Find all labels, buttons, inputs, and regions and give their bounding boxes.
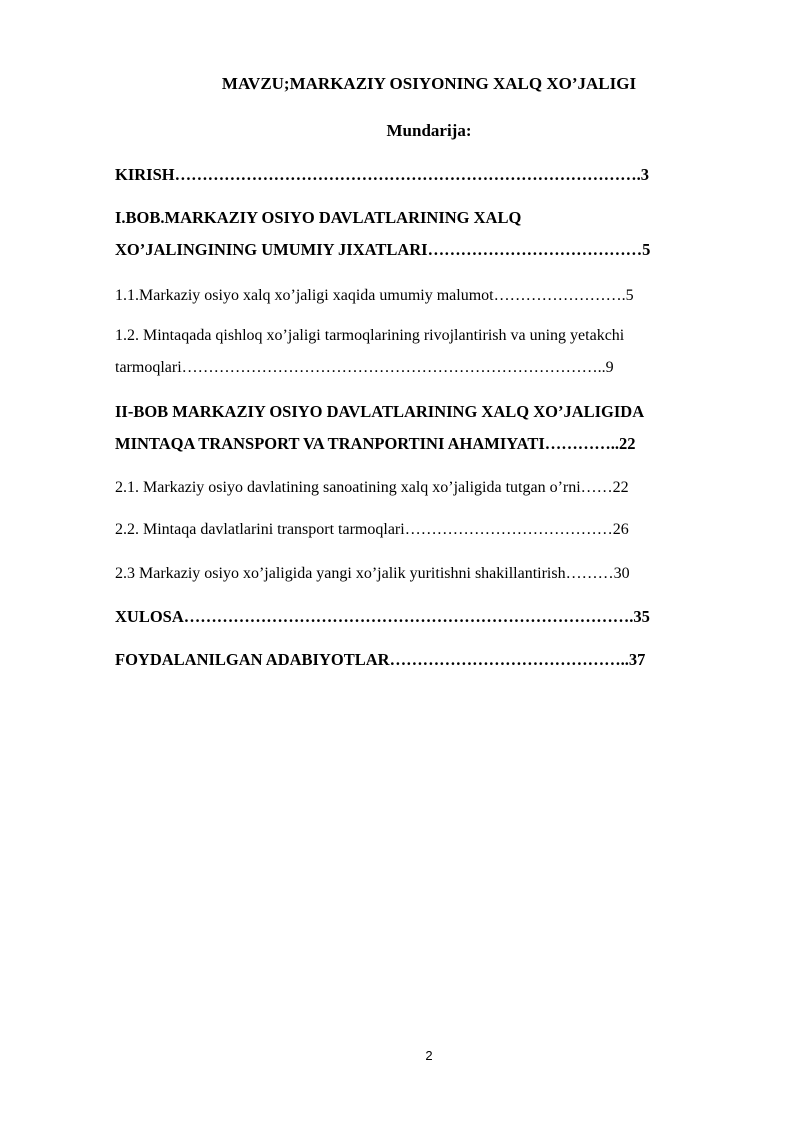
toc-entry-section-1-2-line1: 1.2. Mintaqada qishloq xo’jaligi tarmoqlarining rivojlantirish va uning yetakchi bbox=[115, 327, 625, 344]
toc-entry-references: FOYDALANILGAN ADABIYOTLAR……………………………………..37 bbox=[115, 650, 646, 669]
document-title: MAVZU;MARKAZIY OSIYONING XALQ XO’JALIGI bbox=[221, 74, 637, 93]
toc-entry-section-2-1: 2.1. Markaziy osiyo davlatining sanoatining xalq xo’jaligida tutgan o’rni……22 bbox=[115, 479, 629, 496]
toc-entry-section-1-1: 1.1.Markaziy osiyo xalq xo’jaligi xaqida umumiy malumot…………………….5 bbox=[115, 287, 634, 304]
toc-heading: Mundarija: bbox=[386, 121, 472, 140]
page-number: 2 bbox=[425, 1048, 433, 1063]
toc-entry-chapter2-line1: II-BOB MARKAZIY OSIYO DAVLATLARINING XALQ XO’JALIGIDA bbox=[115, 402, 645, 421]
toc-entry-section-2-3: 2.3 Markaziy osiyo xo’jaligida yangi xo’jalik yuritishni shakillantirish………30 bbox=[115, 565, 630, 582]
toc-entry-chapter1-line2: XO’JALINGINING UMUMIY JIXATLARI…………………………………5 bbox=[115, 240, 651, 259]
toc-entry-chapter2-line2: MINTAQA TRANSPORT VA TRANPORTINI AHAMIYATI…………..22 bbox=[115, 434, 636, 453]
toc-entry-chapter1-line1: I.BOB.MARKAZIY OSIYO DAVLATLARINING XALQ bbox=[115, 208, 522, 227]
toc-entry-section-1-2-line2: tarmoqlari……………………………………………………………………..9 bbox=[115, 359, 614, 376]
toc-entry-xulosa: XULOSA……………………………………………………………………….35 bbox=[115, 607, 650, 626]
toc-entry-section-2-2: 2.2. Mintaqa davlatlarini transport tarmoqlari…………………………………26 bbox=[115, 521, 629, 538]
toc-entry-kirish: KIRISH………………………………………………………………………….3 bbox=[115, 165, 649, 184]
